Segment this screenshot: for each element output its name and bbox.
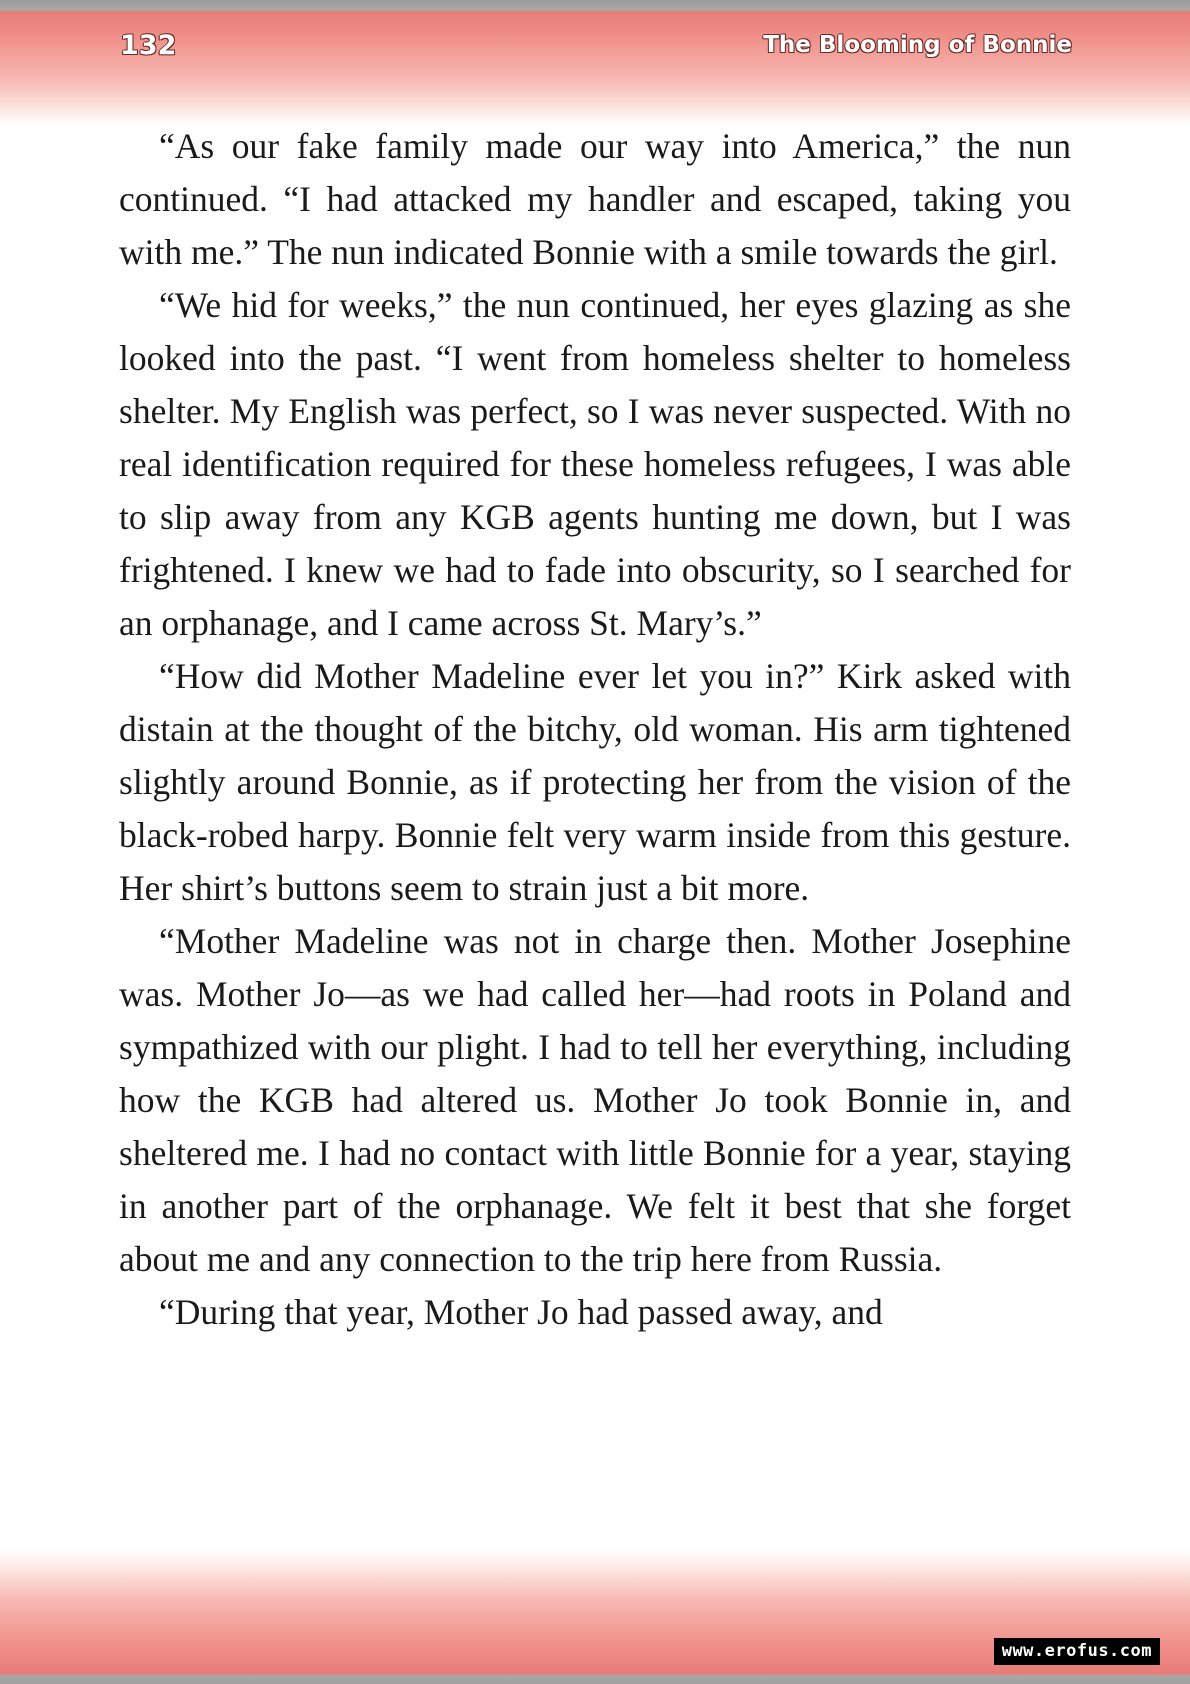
running-title: The Blooming of Bonnie	[763, 32, 1072, 58]
paragraph-4: “Mother Madeline was not in charge then. Mother Josephine was. Mother Jo—as we had called her—had roots in Poland and sympathized with our plight. I had to tell her everything, including how the KGB had altered us. Mother Jo took Bonnie in, and sheltered me. I had no contact with little Bonnie for a year, staying in another part of the orphanage. We felt it best that she forget about me and any connection to the trip here from Russia.	[119, 921, 1071, 1279]
page-number: 132	[120, 30, 177, 61]
watermark: www.erofus.com	[994, 1638, 1160, 1665]
paragraph-5: “During that year, Mother Jo had passed away, and	[159, 1292, 883, 1332]
paragraph-1: “As our fake family made our way into America,” the nun continued. “I had attacked my handler and escaped, taking you with me.” The nun indicated Bonnie with a smile towards the girl.	[119, 126, 1071, 272]
paragraph-2: “We hid for weeks,” the nun continued, her eyes glazing as she looked into the past. “I went from homeless shelter to homeless shelter. My English was perfect, so I was never suspected. With no real identification required for these homeless refugees, I was able to slip away from any KGB agents hunting me down, but I was frightened. I knew we had to fade into obscurity, so I searched for an orphanage, and I came across St. Mary’s.”	[119, 285, 1071, 643]
paragraph-3: “How did Mother Madeline ever let you in?” Kirk asked with distain at the thought of the bitchy, old woman. His arm tightened slightly around Bonnie, as if protecting her from the vision of the black-robed harpy. Bonnie felt very warm inside from this gesture. Her shirt’s buttons seem to strain just a bit more.	[119, 656, 1071, 908]
header-band	[0, 0, 1190, 125]
body-text	[119, 120, 1071, 1339]
